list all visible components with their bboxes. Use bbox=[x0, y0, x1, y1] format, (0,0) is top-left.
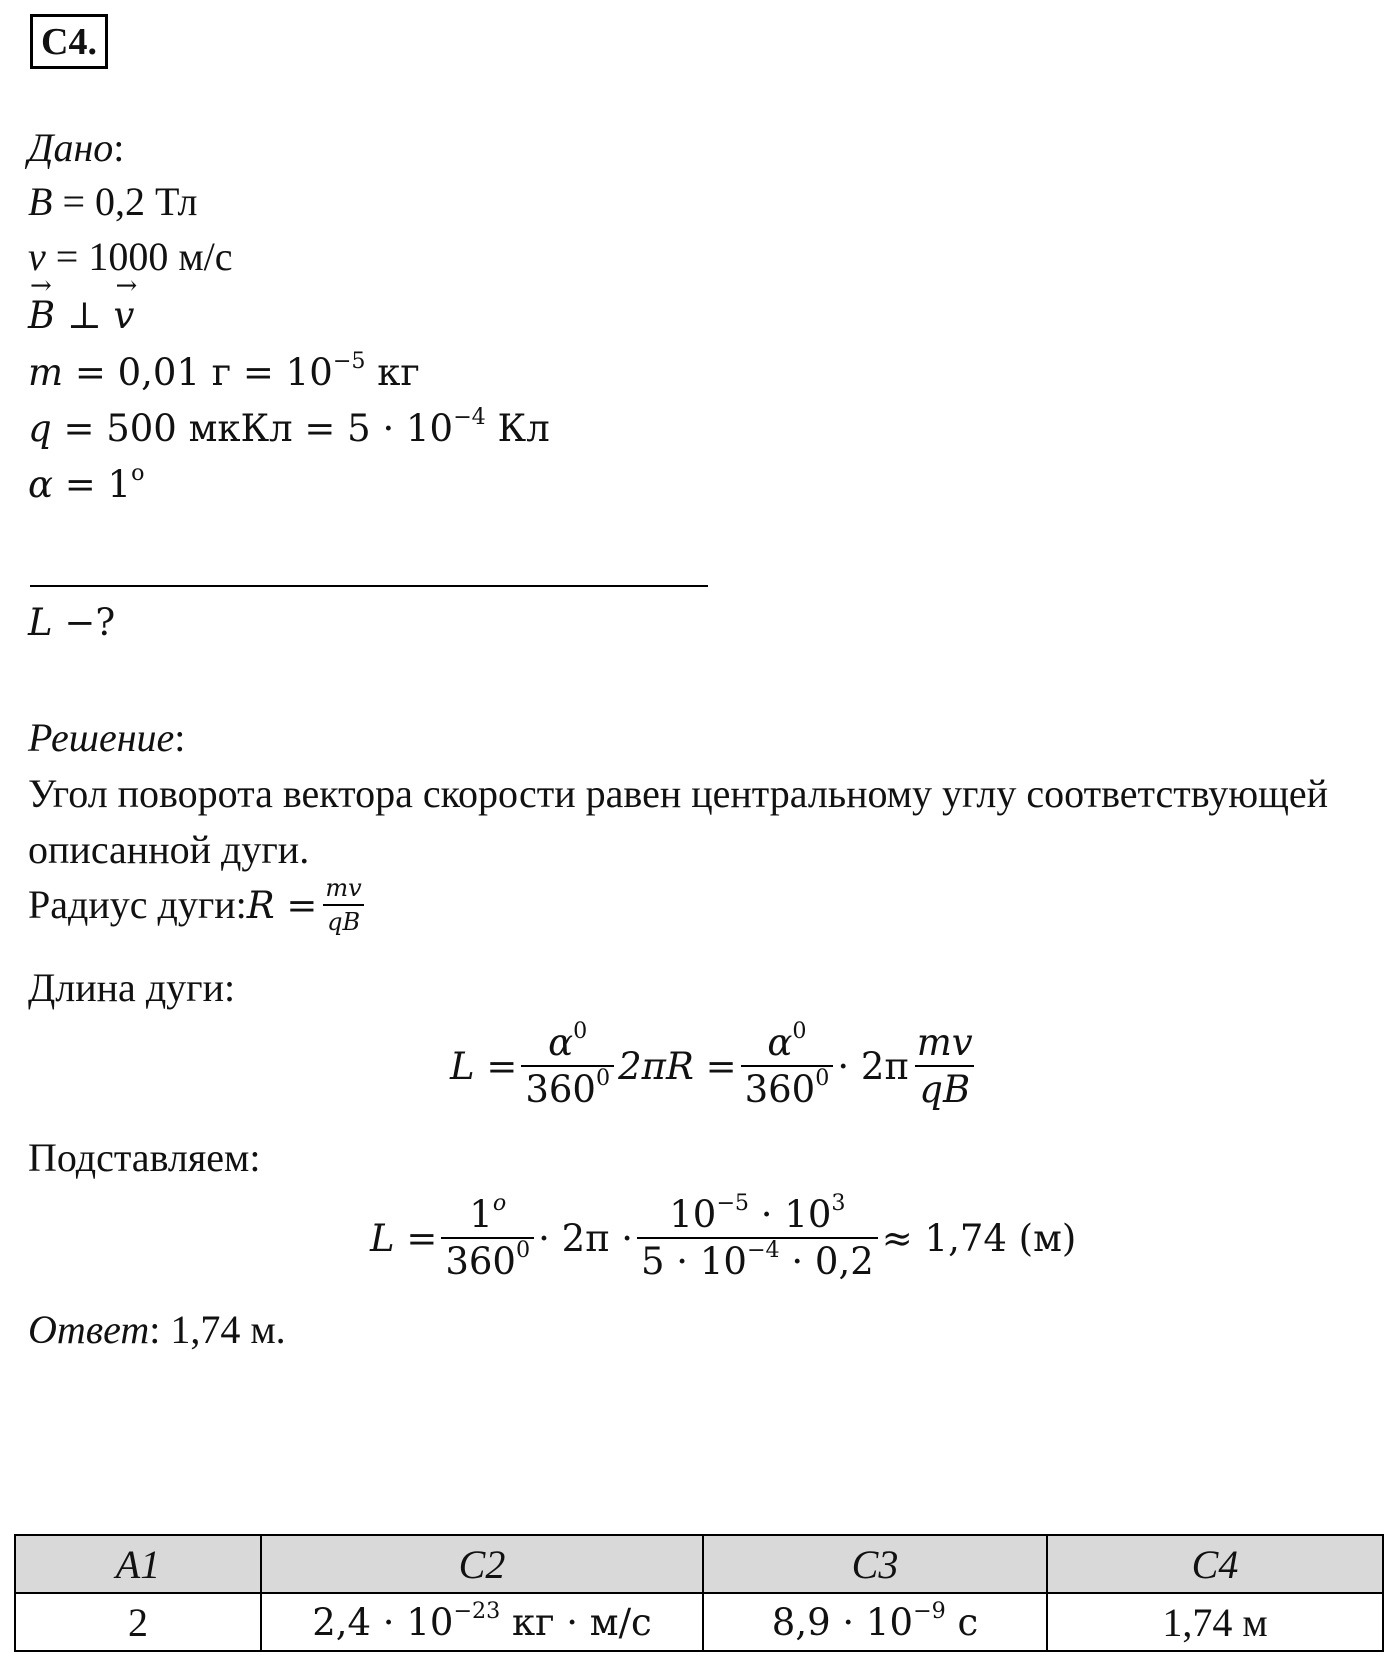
given-mass: m = 0,01 $г = 10^{-5}$ кг bbox=[28, 348, 420, 394]
formula-fraction-1: $\frac{\alpha^0}{360^0}$ bbox=[521, 1024, 614, 1108]
answer-line: Ответ: 1,74 м. bbox=[28, 1307, 286, 1352]
formula-fraction-2: $\frac{\alpha^0}{360^0}$ bbox=[741, 1024, 834, 1108]
value-a1: 2 bbox=[15, 1593, 261, 1651]
substitute-label: Подставляем: bbox=[28, 1135, 261, 1180]
value-c2: $2,4 \cdot 10^{-23}$ кг · м/с bbox=[261, 1593, 703, 1651]
substitution-formula: L = $\frac{1^o}{360^0}$ · 2π · $\frac{10^{-5} \cdot 10^3}{5 \cdot 10^{-4} \cdot 0,2}$ ≈ 1,74 (м) bbox=[370, 1190, 1077, 1283]
given-divider bbox=[30, 585, 708, 587]
header-a1: A1 bbox=[15, 1535, 261, 1593]
solution-line-1: Угол поворота вектора скорости равен центральному углу соответствующей bbox=[28, 771, 1329, 816]
value-c3: $8,9 \cdot 10^{-9}$ с bbox=[703, 1593, 1047, 1651]
arc-length-label: Длина дуги: bbox=[28, 965, 236, 1010]
solution-heading: Решение: bbox=[28, 715, 186, 760]
subst-fraction-1: $\frac{1^o}{360^0}$ bbox=[441, 1196, 534, 1280]
header-c3: C3 bbox=[703, 1535, 1047, 1593]
find-line: L −? bbox=[28, 601, 116, 644]
answers-value-row bbox=[15, 1593, 1383, 1651]
given-angle: $\alpha = 1^o$ bbox=[28, 460, 145, 506]
problem-label: C4. bbox=[30, 14, 108, 69]
arc-length-formula: L = $\frac{\alpha^0}{360^0}$ 2πR = $\frac{\alpha^0}{360^0}$ · 2π $\frac{mv}{qB}$ bbox=[450, 1024, 981, 1108]
given-b: B = 0,2 Тл bbox=[28, 179, 198, 224]
header-c2: C2 bbox=[261, 1535, 703, 1593]
radius-line: Радиус дуги: R = $\frac{mv}{qB}$ bbox=[28, 876, 370, 934]
given-charge: q = 500 мкКл = $5 \cdot 10^{-4}$ Кл bbox=[28, 404, 550, 450]
given-perpendicular: → B ⊥ → v bbox=[28, 297, 134, 334]
subst-fraction-2: $\frac{10^{-5} \cdot 10^3}{5 \cdot 10^{-4} \cdot 0,2}$ bbox=[637, 1196, 878, 1280]
given-heading: Дано: bbox=[28, 125, 125, 170]
answers-header-row bbox=[15, 1535, 1383, 1593]
given-v: v = 1000 м/с bbox=[28, 234, 233, 279]
formula-fraction-3: $\frac{mv}{qB}$ bbox=[916, 1021, 973, 1111]
answers-table bbox=[14, 1534, 1384, 1652]
solution-line-2: описанной дуги. bbox=[28, 827, 310, 872]
value-c4: 1,74 м bbox=[1047, 1593, 1383, 1651]
radius-fraction: $\frac{mv}{qB}$ bbox=[321, 876, 365, 934]
header-c4: C4 bbox=[1047, 1535, 1383, 1593]
